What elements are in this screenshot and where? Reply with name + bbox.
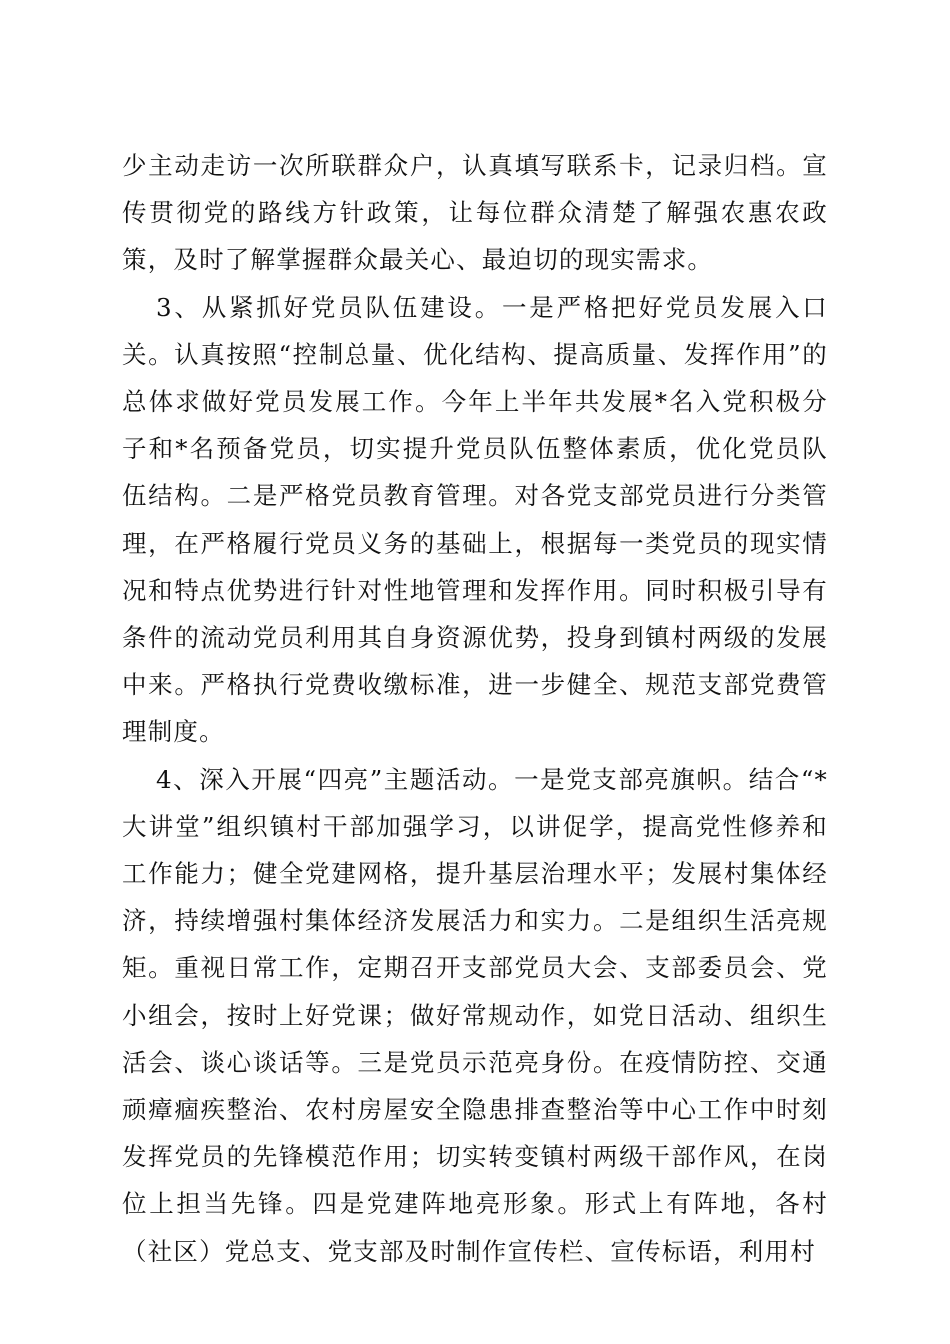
paragraph-section-3: 3、从紧抓好党员队伍建设。一是严格把好党员发展入口关。认真按照“控制总量、优化结构、提高质量、发挥作用”的总体求做好党员发展工作。今年上半年共发展*名入党积极分子和*名预备党员，切实提升党员队伍整体素质，优化党员队伍结构。二是严格党员教育管理。对各党支部党员进行分类管理，在严格履行党员义务的基础上，根据每一类党员的现实情况和特点优势进行针对性地管理和发挥作用。同时积极引导有条件的流动党员利用其自身资源优势，投身到镇村两级的发展中来。严格执行党费收缴标准，进一步健全、规范支部党费管理制度。 [122,292,828,747]
document-body [122,142,828,1275]
paragraph-continuation: 少主动走访一次所联群众户，认真填写联系卡，记录归档。宣传贯彻党的路线方针政策，让每位群众清楚了解强农惠农政策，及时了解掌握群众最关心、最迫切的现实需求。 [122,151,828,275]
paragraph-section-4: 4、深入开展“四亮”主题活动。一是党支部亮旗帜。结合“*大讲堂”组织镇村干部加强学习，以讲促学，提高党性修养和工作能力；健全党建网格，提升基层治理水平；发展村集体经济，持续增强村集体经济发展活力和实力。二是组织生活亮规矩。重视日常工作，定期召开支部党员大会、支部委员会、党小组会，按时上好党课；做好常规动作，如党日活动、组织生活会、谈心谈话等。三是党员示范亮身份。在疫情防控、交通顽瘴痼疾整治、农村房屋安全隐患排查整治等中心工作中时刻发挥党员的先锋模范作用；切实转变镇村两级干部作风，在岗位上担当先锋。四是党建阵地亮形象。形式上有阵地，各村（社区）党总支、党支部及时制作宣传栏、宣传标语，利用村 [122,764,828,1266]
